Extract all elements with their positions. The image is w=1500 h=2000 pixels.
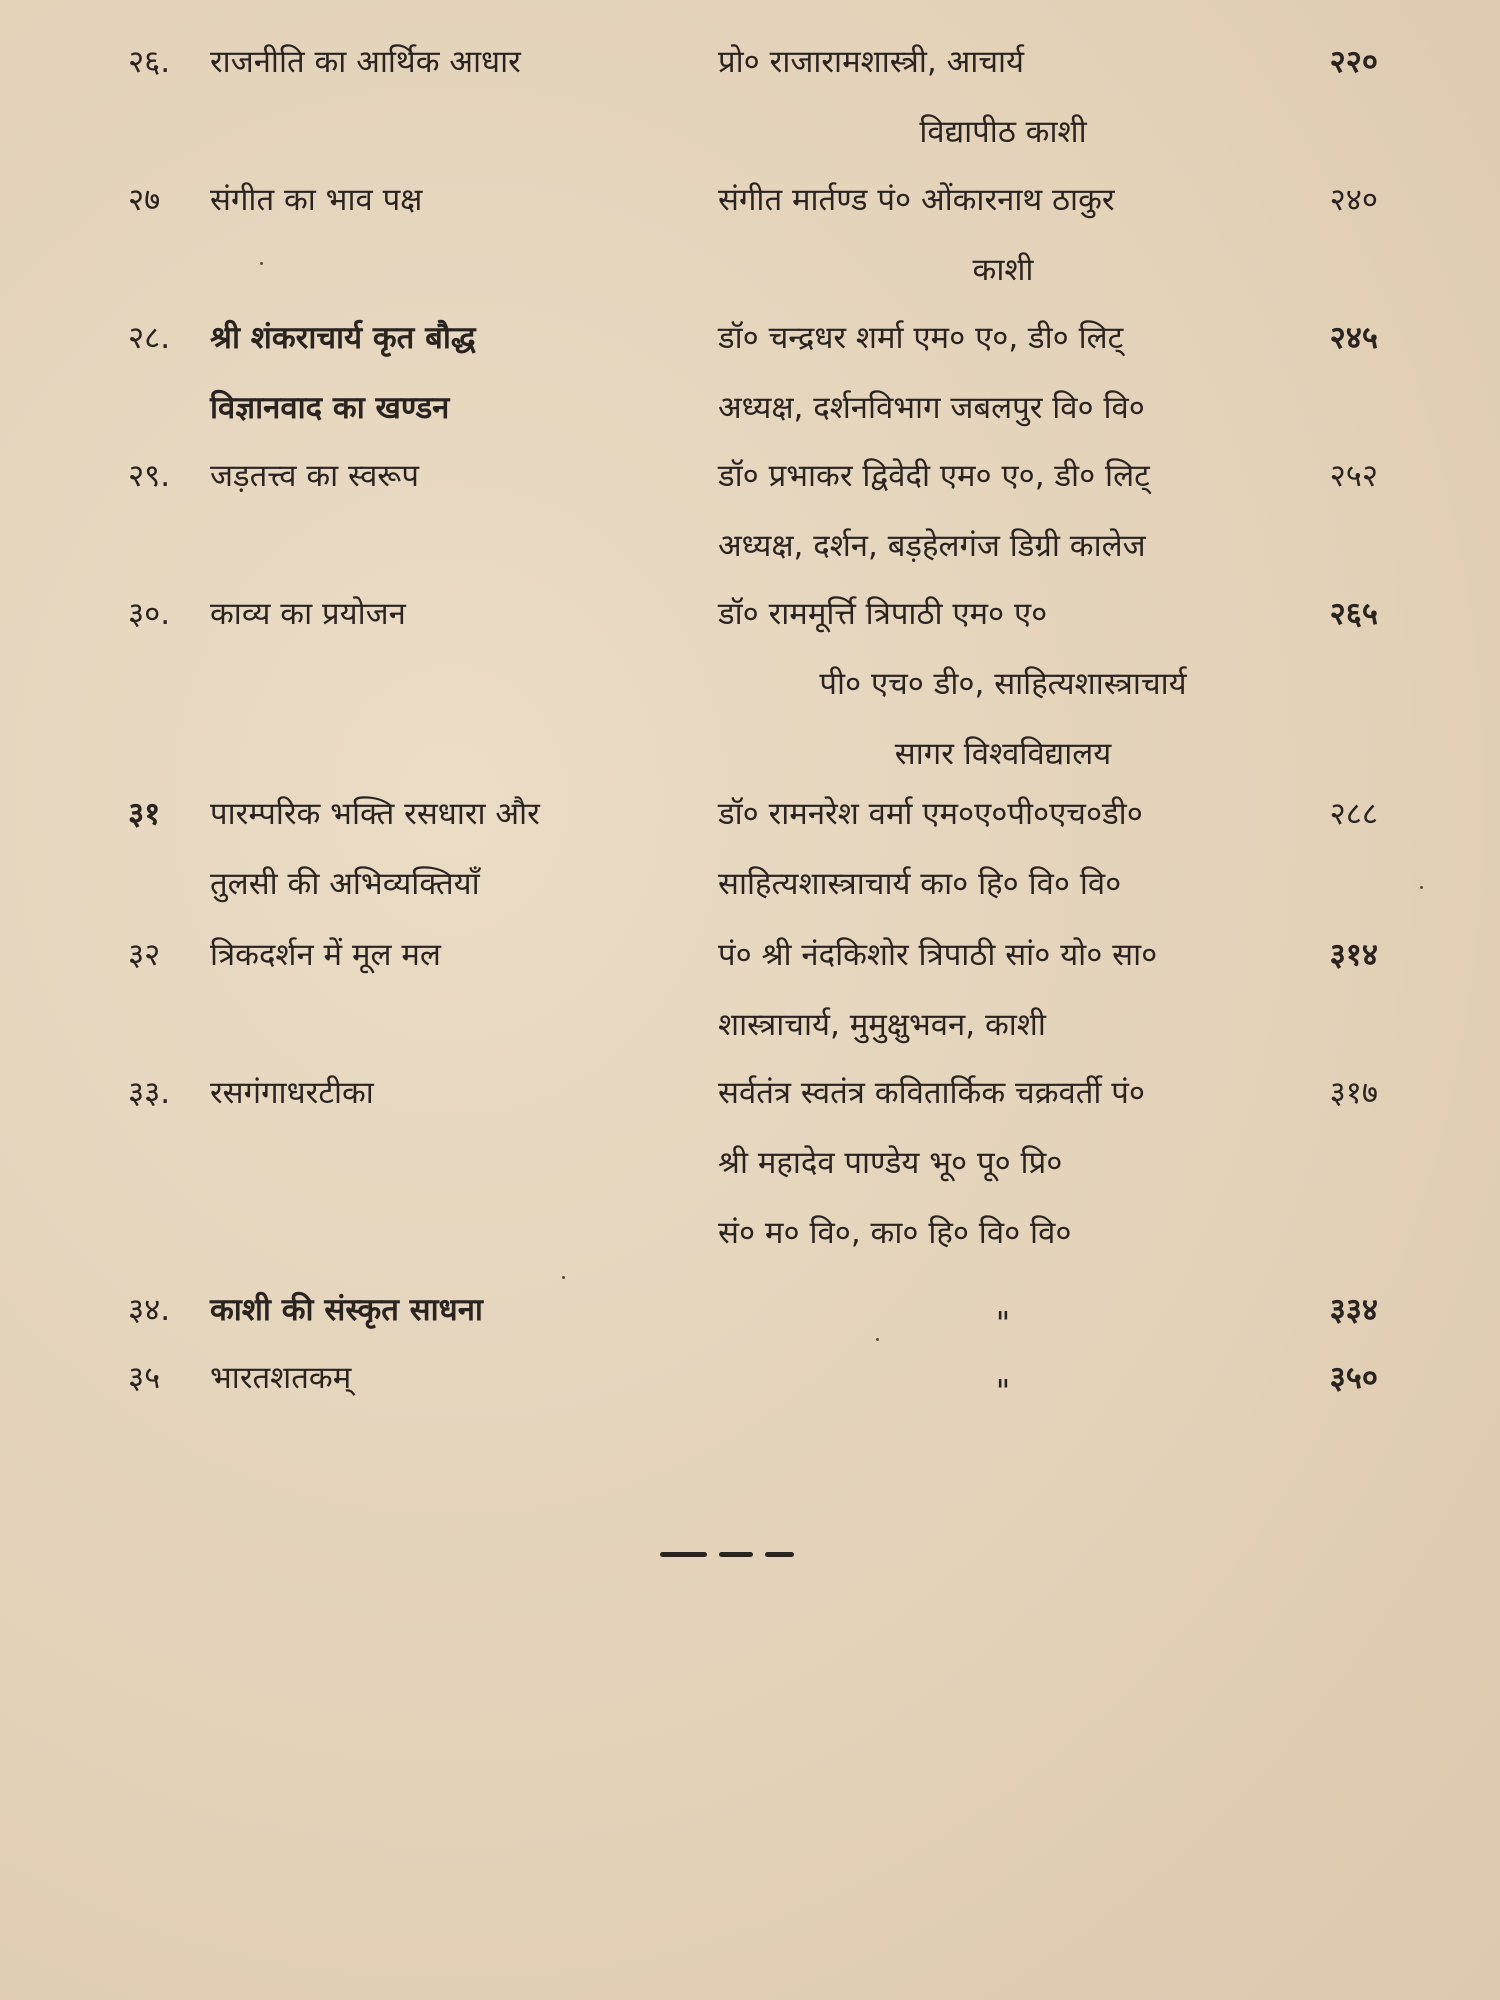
entry-title: श्री शंकराचार्य कृत बौद्ध <box>210 320 476 356</box>
entry-author: डॉ० चन्द्रधर शर्मा एम० ए०, डी० लिट् <box>718 320 1124 356</box>
entry-author-affiliation: अध्यक्ष, दर्शनविभाग जबलपुर वि० वि० <box>718 390 1145 426</box>
end-divider <box>660 1552 794 1560</box>
entry-author-affiliation: श्री महादेव पाण्डेय भू० पू० प्रि० <box>718 1145 1063 1181</box>
entry-author-affiliation: विद्यापीठ काशी <box>919 114 1087 150</box>
entry-page: ३१७ <box>1329 1075 1378 1111</box>
entry-author: सर्वतंत्र स्वतंत्र कवितार्किक चक्रवर्ती पं० <box>718 1075 1146 1111</box>
entry-title-continued: तुलसी की अभिव्यक्तियाँ <box>210 866 480 902</box>
entry-author-affiliation: काशी <box>972 252 1034 288</box>
entry-number: ३२ <box>128 937 161 973</box>
entry-number: २९. <box>128 458 171 494</box>
entry-author: प्रो० राजारामशास्त्री, आचार्य <box>718 44 1025 80</box>
entry-author: संगीत मार्तण्ड पं० ओंकारनाथ ठाकुर <box>718 182 1115 218</box>
paper-speck <box>562 1276 565 1279</box>
entry-title: काशी की संस्कृत साधना <box>210 1292 483 1328</box>
entry-author-institution: सं० म० वि०, का० हि० वि० वि० <box>718 1215 1072 1251</box>
entry-author: पं० श्री नंदकिशोर त्रिपाठी सां० यो० सा० <box>718 937 1158 973</box>
entry-title: भारतशतकम् <box>210 1360 352 1396</box>
entry-number: ३४. <box>128 1292 171 1328</box>
divider-dash <box>719 1552 752 1557</box>
entry-number: २६. <box>128 44 171 80</box>
entry-title: राजनीति का आर्थिक आधार <box>210 44 521 80</box>
entry-author: डॉ० प्रभाकर द्विवेदी एम० ए०, डी० लिट् <box>718 458 1150 494</box>
divider-dash <box>660 1552 707 1557</box>
entry-number: २७ <box>128 182 161 218</box>
paper-speck <box>260 262 263 265</box>
entry-author-ditto: " <box>995 1306 1011 1342</box>
entry-author: डॉ० राममूर्त्ति त्रिपाठी एम० ए० <box>718 596 1048 632</box>
entry-number: ३०. <box>128 596 171 632</box>
entry-page: २५२ <box>1329 458 1378 494</box>
entry-title: जड़तत्त्व का स्वरूप <box>210 458 419 494</box>
entry-author-affiliation: पी० एच० डी०, साहित्यशास्त्राचार्य <box>819 666 1187 702</box>
entry-title: संगीत का भाव पक्ष <box>210 182 423 218</box>
entry-page: ३५० <box>1329 1360 1378 1396</box>
entry-author-institution: सागर विश्वविद्यालय <box>894 736 1112 772</box>
entry-page: २८८ <box>1329 796 1378 832</box>
entry-title: काव्य का प्रयोजन <box>210 596 406 632</box>
entry-author-affiliation: अध्यक्ष, दर्शन, बड़हेलगंज डिग्री कालेज <box>718 528 1146 564</box>
entry-number: ३५ <box>128 1360 161 1396</box>
divider-dash <box>765 1552 794 1557</box>
entry-title: रसगंगाधरटीका <box>210 1075 374 1111</box>
entry-number: ३३. <box>128 1075 171 1111</box>
entry-title: पारम्परिक भक्ति रसधारा और <box>210 796 540 832</box>
entry-page: ३१४ <box>1329 937 1378 973</box>
entry-title: त्रिकदर्शन में मूल मल <box>210 937 441 973</box>
entry-page: २६५ <box>1329 596 1378 632</box>
entry-page: ३३४ <box>1329 1292 1378 1328</box>
paper-speck <box>1420 886 1423 889</box>
entry-page: २४५ <box>1329 320 1378 356</box>
entry-page: २४० <box>1329 182 1378 218</box>
entry-author: डॉ० रामनरेश वर्मा एम०ए०पी०एच०डी० <box>718 796 1143 832</box>
entry-author-affiliation: शास्त्राचार्य, मुमुक्षुभवन, काशी <box>718 1007 1046 1043</box>
entry-number: ३१ <box>128 796 161 832</box>
paper-speck <box>876 1338 879 1341</box>
entry-page: २२० <box>1329 44 1378 80</box>
entry-author-affiliation: साहित्यशास्त्राचार्य का० हि० वि० वि० <box>718 866 1122 902</box>
entry-author-ditto: " <box>995 1374 1011 1410</box>
entry-title-continued: विज्ञानवाद का खण्डन <box>210 390 450 426</box>
entry-number: २८. <box>128 320 171 356</box>
